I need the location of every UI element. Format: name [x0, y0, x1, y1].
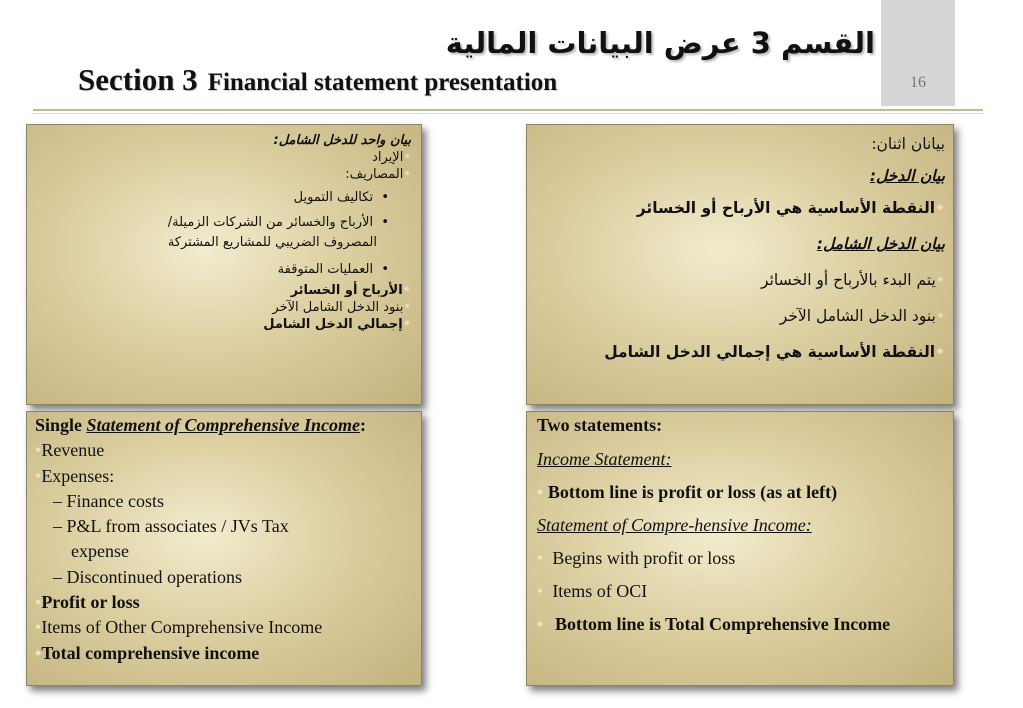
list-item: •إجمالي الدخل الشامل — [263, 317, 411, 332]
list-item: • Bottom line is Total Comprehensive Income — [537, 614, 891, 634]
list-item: •النقطة الأساسية هي الأرباح أو الخسائر — [636, 199, 945, 217]
list-item: • Begins with profit or loss — [537, 548, 736, 568]
list-item: •بنود الدخل الشامل الآخر — [272, 300, 411, 315]
subheading-sci: Statement of Compre-hensive Income: — [537, 515, 812, 535]
subheading-income-statement: بيان الدخل: — [869, 167, 945, 185]
list-item: •يتم البدء بالأرباح أو الخسائر — [761, 271, 945, 289]
list-item-continuation: المصروف الضريبي للمشاريع المشتركة — [167, 235, 377, 250]
subheading-income-statement: Income Statement: — [537, 449, 672, 469]
list-item: • Items of OCI — [537, 581, 648, 601]
list-item: – P&L from associates / JVs Tax — [53, 516, 289, 537]
title-rule — [33, 109, 983, 111]
list-item: • تكاليف التمويل — [293, 190, 389, 205]
list-item: •Total comprehensive income — [35, 642, 260, 663]
subheading-sci: بيان الدخل الشامل: — [816, 235, 945, 253]
list-item: •Items of Other Comprehensive Income — [35, 617, 323, 638]
list-item: •Profit or loss — [35, 592, 140, 613]
list-item: •الأرباح أو الخسائر — [290, 283, 411, 298]
slide-number: 16 — [910, 74, 926, 91]
title-english — [78, 62, 557, 98]
heading: Two statements: — [537, 415, 663, 435]
list-item: – Finance costs — [53, 490, 164, 511]
list-item: •الإيراد — [372, 150, 411, 165]
list-item: – Discontinued operations — [53, 566, 242, 587]
list-item: • Bottom line is profit or loss (as at left) — [537, 482, 838, 502]
list-item: •بنود الدخل الشامل الآخر — [779, 307, 945, 325]
box-arabic-two-statements — [526, 124, 954, 405]
title-main: Financial statement presentation — [207, 69, 558, 96]
list-item: •النقطة الأساسية هي إجمالي الدخل الشامل — [604, 343, 945, 361]
list-item-continuation: expense — [71, 541, 129, 562]
box-arabic-single-statement — [26, 124, 422, 405]
title-arabic: القسم 3 عرض البيانات المالية — [445, 26, 875, 60]
heading: بيان واحد للدخل الشامل: — [273, 133, 411, 148]
list-item: • العمليات المتوقفة — [277, 262, 389, 277]
title-section: Section 3 — [78, 62, 198, 97]
list-item: •المصاريف: — [345, 167, 411, 182]
box-english-single-statement — [26, 411, 422, 686]
list-item: •Expenses: — [35, 465, 115, 486]
list-item: • الأرباح والخسائر من الشركات الزميلة/ — [167, 215, 389, 230]
list-item: •Revenue — [35, 440, 105, 461]
heading: بيانان اثنان: — [871, 135, 945, 153]
title-rule-thin — [33, 113, 983, 114]
box-english-two-statements — [526, 411, 954, 686]
heading: Single Statement of Comprehensive Income: — [35, 415, 367, 435]
